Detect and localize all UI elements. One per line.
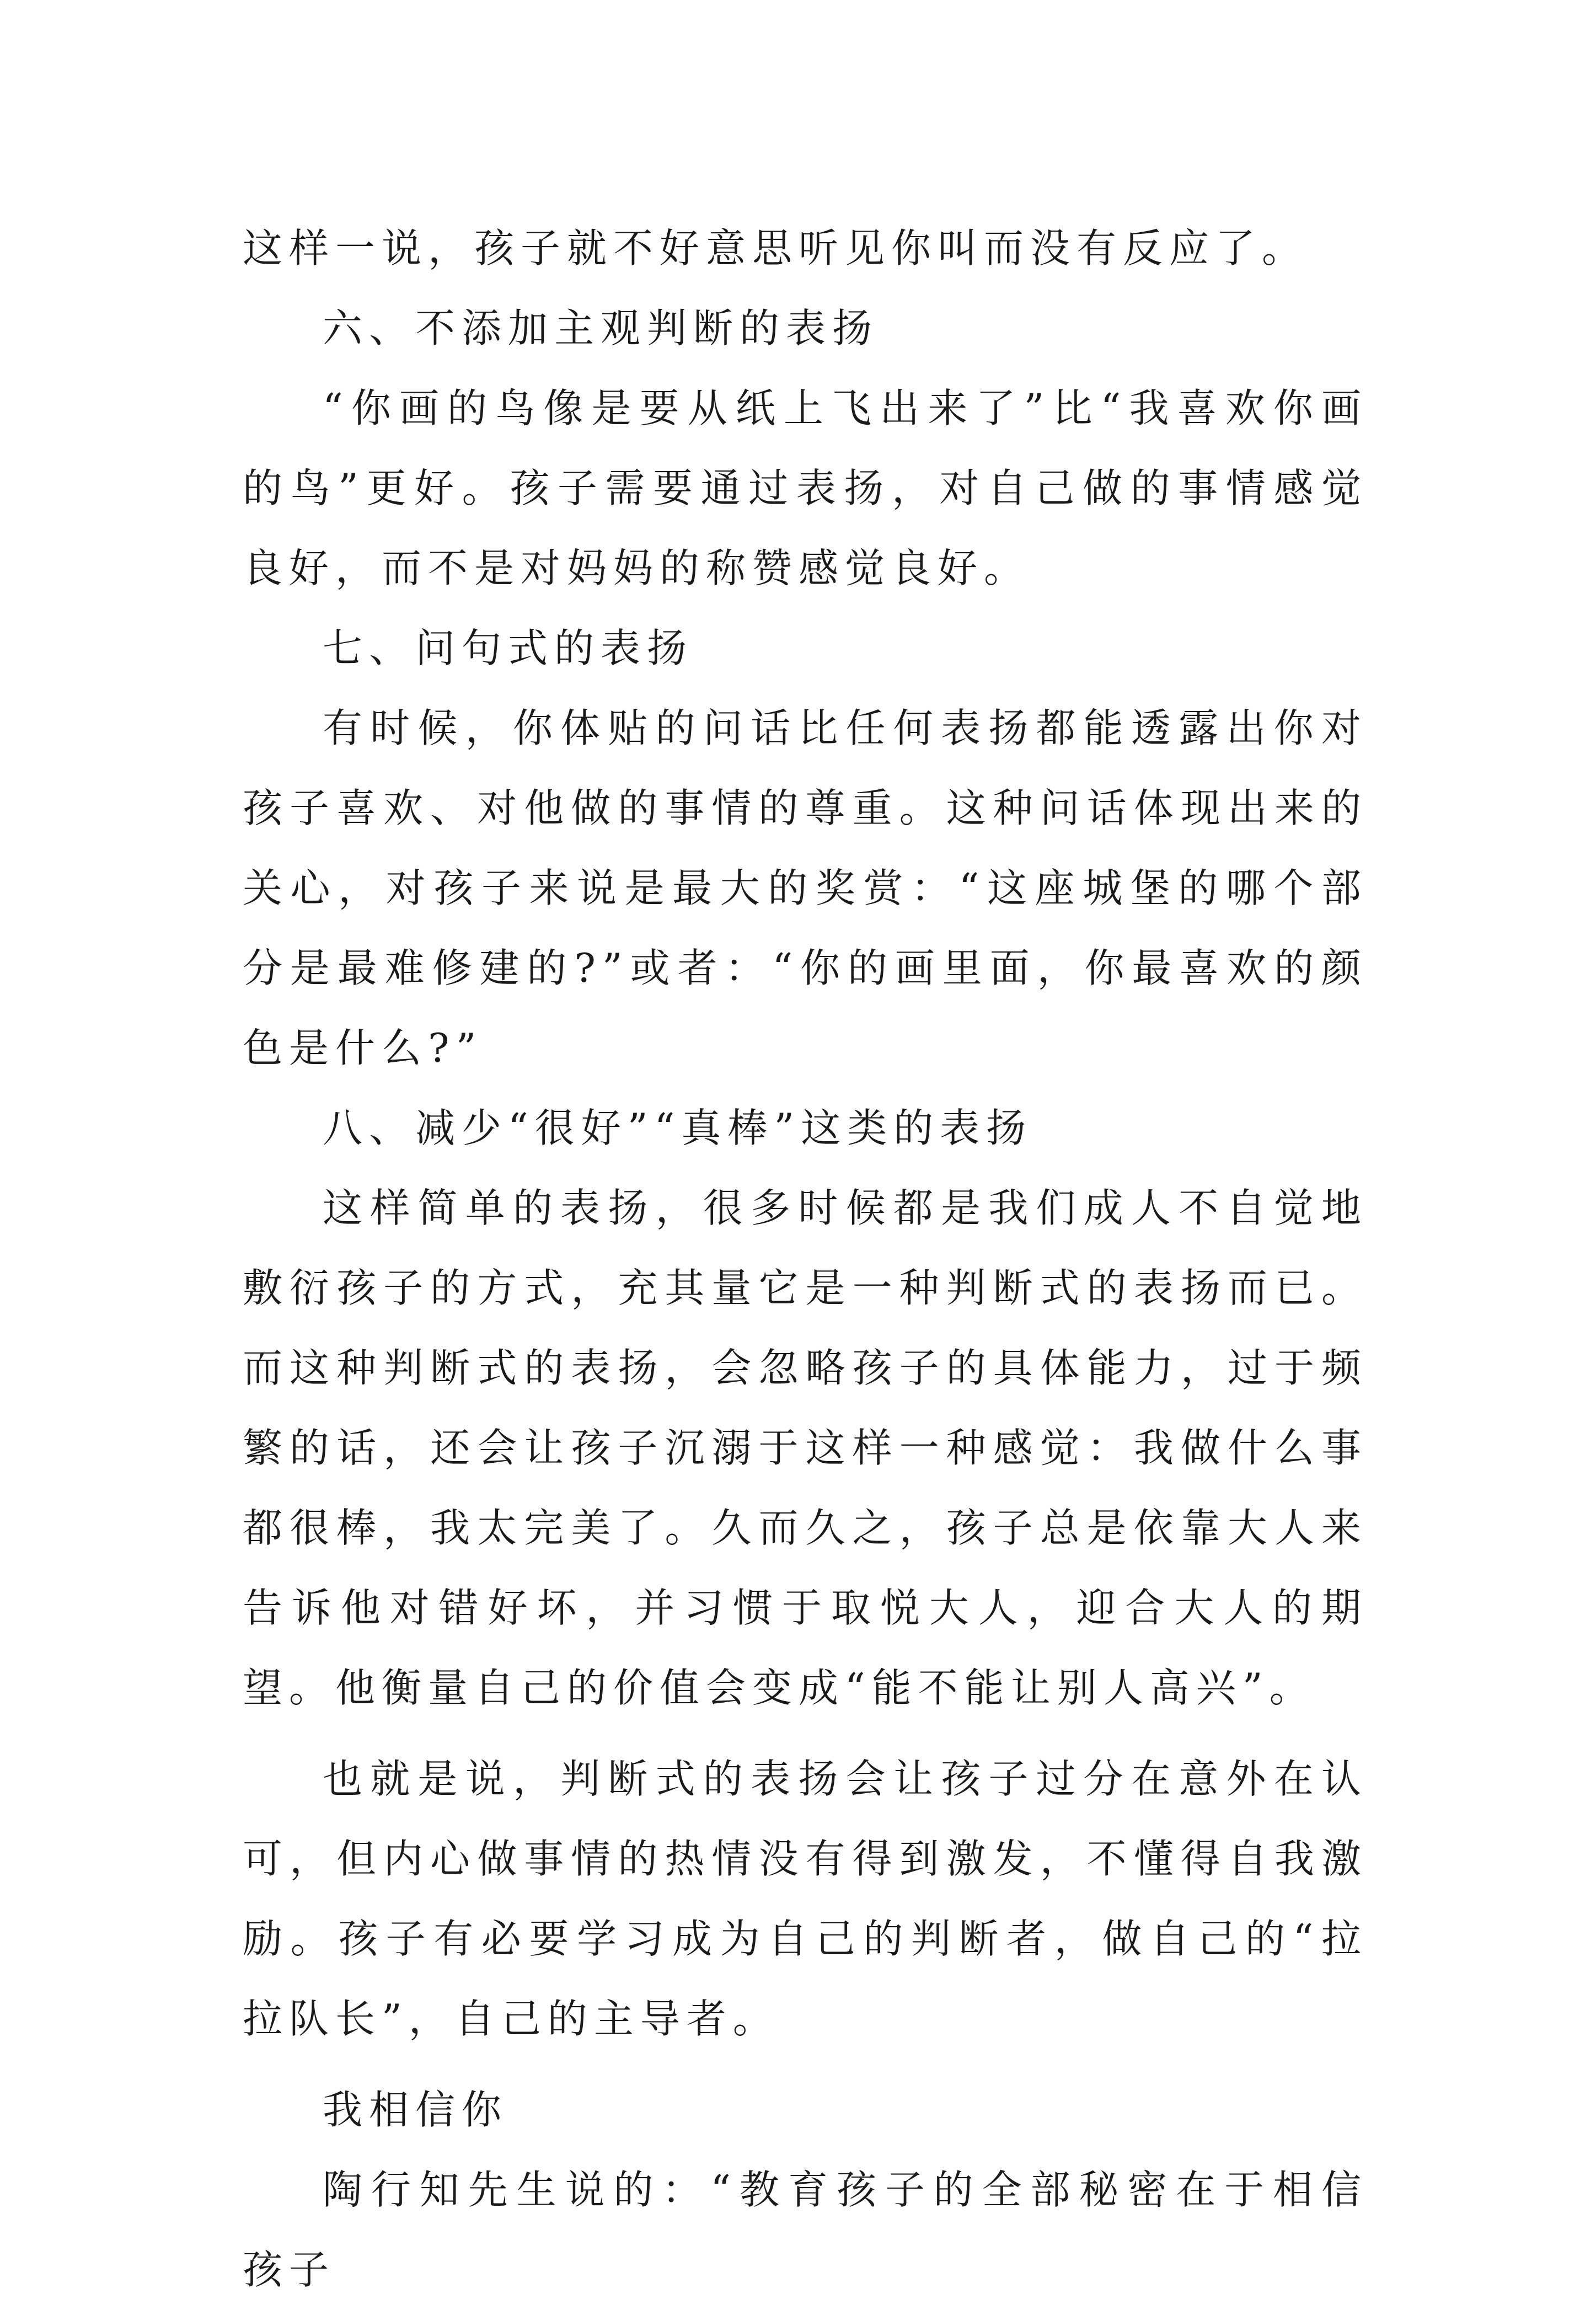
paragraph-continuation: 这样一说，孩子就不好意思听见你叫而没有反应了。	[243, 225, 1309, 271]
paragraph-tao-xingzhi-quote: 陶行知先生说的：“教育孩子的全部秘密在于相信孩子	[243, 2167, 1368, 2293]
paragraph-simple-praise: 这样简单的表扬，很多时候都是我们成人不自觉地敷衍孩子的方式，充其量它是一种判断式的表扬而已。而这种判断式的表扬，会忽略孩子的具体能力，过于频繁的话，还会让孩子沉溺于这样一种感觉：我做什么事都很棒，我太完美了。久而久之，孩子总是依靠大人来告诉他对错好坏，并习惯于取悦大人，迎合大人的期望。他衡量自己的价值会变成“能不能让别人高兴”。	[243, 1185, 1368, 1711]
paragraph-judgmental-praise: 也就是说，判断式的表扬会让孩子过分在意外在认可，但内心做事情的热情没有得到激发，不懂得自我激励。孩子有必要学习成为自己的判断者，做自己的“拉拉队长”，自己的主导者。	[243, 1756, 1368, 2042]
document-page	[243, 208, 1368, 2310]
paragraph-question-praise: 有时候，你体贴的问话比任何表扬都能透露出你对孩子喜欢、对他做的事情的尊重。这种问话体现出来的关心，对孩子来说是最大的奖赏：“这座城堡的哪个部分是最难修建的?”或者：“你的画里面，你最喜欢的颜色是什么?”	[243, 705, 1368, 1071]
paragraph-praise-without-judgment: “你画的鸟像是要从纸上飞出来了”比“我喜欢你画的鸟”更好。孩子需要通过表扬，对自己做的事情感觉良好，而不是对妈妈的称赞感觉良好。	[243, 385, 1368, 591]
section-heading-i-believe-you: 我相信你	[323, 2087, 508, 2133]
section-heading-7: 七、问句式的表扬	[323, 625, 694, 671]
section-heading-8: 八、减少“很好”“真棒”这类的表扬	[323, 1105, 1033, 1151]
section-heading-6: 六、不添加主观判断的表扬	[323, 305, 879, 351]
